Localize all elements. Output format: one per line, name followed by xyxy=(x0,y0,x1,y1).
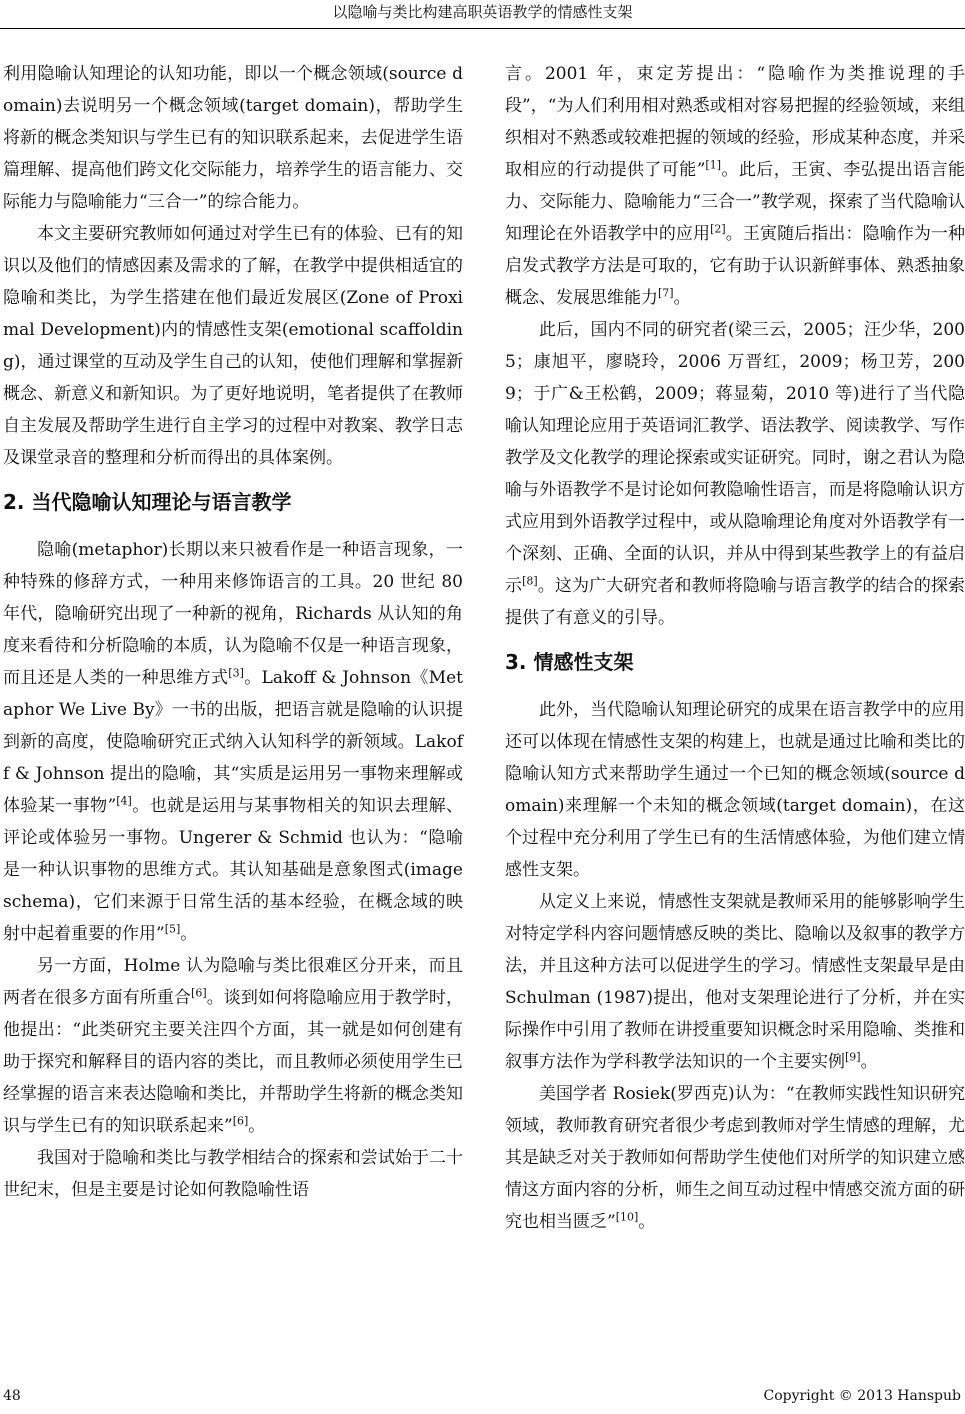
section-heading: 3. 情感性支架 xyxy=(505,650,634,674)
citation-ref: [3] xyxy=(228,666,244,680)
paragraph xyxy=(3,534,463,950)
text-run: 从定义上来说，情感性支架就是教师采用的能够影响学生对特定学科内容问题情感反映的类比、隐喻以及叙事的教学方法，并且这种方法可以促进学生的学习。情感性支架最早是由 Schulman (1987)提出，他对支架理论进行了分析，并在实际操作中引用了教师在讲授重要知识概念时采用隐喻、类推和叙事方法作为学科教学法知识的一个主要实例 xyxy=(505,892,965,1072)
text-run: 另一方面，Holme 认为隐喻与类比很难区分开来，而且两者在很多方面有所重合 xyxy=(3,956,463,1008)
citation-ref: [1] xyxy=(705,158,721,172)
section-heading: 2. 当代隐喻认知理论与语言教学 xyxy=(3,490,292,514)
text-run: 。也就是运用与某事物相关的知识去理解、评论或体验另一事物。Ungerer & Schmid 也认为：“隐喻是一种认识事物的思维方式。其认知基础是意象图式(image schema)，它们来源于日常生活的基本经验，在概念域的映射中起着重要的作用” xyxy=(3,796,463,944)
text-run: 。 xyxy=(180,924,198,944)
running-header: 以隐喻与类比构建高职英语教学的情感性支架 xyxy=(332,3,633,21)
text-run: 。此后，王寅、李弘提出语言能力、交际能力、隐喻能力“三合一”教学观，探索了当代隐喻认知理论在外语教学中的应用 xyxy=(505,160,965,244)
text-run: 隐喻(metaphor)长期以来只被看作是一种语言现象，一种特殊的修辞方式，一种用来修饰语言的工具。20 世纪 80 年代，隐喻研究出现了一种新的视角，Richards 从认知的角度来看待和分析隐喻的本质，认为隐喻不仅是一种语言现象，而且还是人类的一种思维方式 xyxy=(3,540,463,688)
text-run: 。 xyxy=(860,1052,878,1072)
citation-ref: [8] xyxy=(522,574,538,588)
citation-ref: [7] xyxy=(658,286,674,300)
paragraph: 本文主要研究教师如何通过对学生已有的体验、已有的知识以及他们的情感因素及需求的了解，在教学中提供相适宜的隐喻和类比，为学生搭建在他们最近发展区(Zone of Proximal Development)内的情感性支架(emotional scaffolding)，通过课堂的互动及学生自己的认知，使他们理解和掌握新概念、新意义和新知识。为了更好地说明，笔者提供了在教师自主发展及帮助学生进行自主学习的过程中对教案、教学日志及课堂录音的整理和分析而得出的具体案例。 xyxy=(3,224,463,468)
citation-ref: [4] xyxy=(116,794,132,808)
text-run: 美国学者 Rosiek(罗西克)认为：“在教师实践性知识研究领域，教师教育研究者很少考虑到教师对学生情感的理解，尤其是缺乏对关于教师如何帮助学生使他们对所学的知识建立感情这方面内容的分析，师生之间互动过程中情感交流方面的研究也相当匮乏” xyxy=(505,1084,965,1232)
citation-ref: [5] xyxy=(164,922,181,936)
page-number: 48 xyxy=(3,1388,21,1404)
citation-ref: [10] xyxy=(615,1210,639,1224)
citation-ref: [6] xyxy=(191,986,207,1000)
text-run: 。 xyxy=(248,1116,266,1136)
text-run: 言。2001 年，束定芳提出：“隐喻作为类推说理的手段”，“为人们利用相对熟悉或相对容易把握的经验领域，来组织相对不熟悉或较难把握的领域的经验，形成某种态度，并采取相应的行动提供了可能” xyxy=(505,64,965,180)
text-run: 。王寅随后指出：隐喻作为一种启发式教学方法是可取的，它有助于认识新鲜事体、熟悉抽象概念、发展思维能力 xyxy=(505,224,965,308)
paragraph xyxy=(3,950,463,1142)
paragraph xyxy=(505,1078,965,1238)
citation-ref: [6] xyxy=(232,1114,249,1128)
text-run: 此后，国内不同的研究者(梁三云，2005；汪少华，2005；康旭平，廖晓玲，2006 万晋红，2009；杨卫芳，2009；于广&王松鹤，2009；蒋显菊，2010 等)进行了当代隐喻认知理论应用于英语词汇教学、语法教学、阅读教学、写作教学及文化教学的理论探索或实证研究。同时，谢之君认为隐喻与外语教学不是讨论如何教隐喻性语言，而是将隐喻认识方式应用到外语教学过程中，或从隐喻理论角度对外语教学有一个深刻、正确、全面的认识，并从中得到某些教学上的有益启示 xyxy=(505,320,965,596)
paragraph xyxy=(505,314,965,634)
paragraph xyxy=(505,886,965,1078)
citation-ref: [2] xyxy=(710,222,726,236)
text-run: 。 xyxy=(638,1212,656,1232)
text-run: 。谈到如何将隐喻应用于教学时，他提出：“此类研究主要关注四个方面，其一就是如何创建有助于探究和解释目的语内容的类比，而且教师必须使用学生已经掌握的语言来表达隐喻和类比，并帮助学生将新的概念类知识与学生已有的知识联系起来” xyxy=(3,988,464,1136)
citation-ref: [9] xyxy=(845,1050,861,1064)
right-column xyxy=(505,58,965,1238)
left-column xyxy=(3,58,463,1206)
paragraph xyxy=(505,58,965,314)
text-run: 。Lakoff & Johnson《Metaphor We Live By》一书的出版，把语言就是隐喻的认识提到新的高度，使隐喻研究正式纳入认知科学的新领域。Lakoff & Johnson 提出的隐喻，其“实质是运用另一事物来理解或体验某一事物” xyxy=(3,668,464,816)
header-divider xyxy=(0,28,965,29)
copyright-notice: Copyright © 2013 Hanspub xyxy=(763,1388,961,1404)
text-run: 。这为广大研究者和教师将隐喻与语言教学的结合的探索提供了有意义的引导。 xyxy=(505,576,965,628)
paragraph: 利用隐喻认知理论的认知功能，即以一个概念领域(source domain)去说明另一个概念领域(target domain)，帮助学生将新的概念类知识与学生已有的知识联系起来，去促进学生语篇理解、提高他们跨文化交际能力，培养学生的语言能力、交际能力与隐喻能力“三合一”的综合能力。 xyxy=(3,64,463,212)
text-run: 。 xyxy=(673,288,691,308)
paragraph: 我国对于隐喻和类比与教学相结合的探索和尝试始于二十世纪末，但是主要是讨论如何教隐喻性语 xyxy=(3,1148,463,1200)
paragraph: 此外，当代隐喻认知理论研究的成果在语言教学中的应用还可以体现在情感性支架的构建上，也就是通过比喻和类比的隐喻认知方式来帮助学生通过一个已知的概念领域(source domain)来理解一个未知的概念领域(target domain)，在这个过程中充分利用了学生已有的生活情感体验，为他们建立情感性支架。 xyxy=(505,700,965,880)
